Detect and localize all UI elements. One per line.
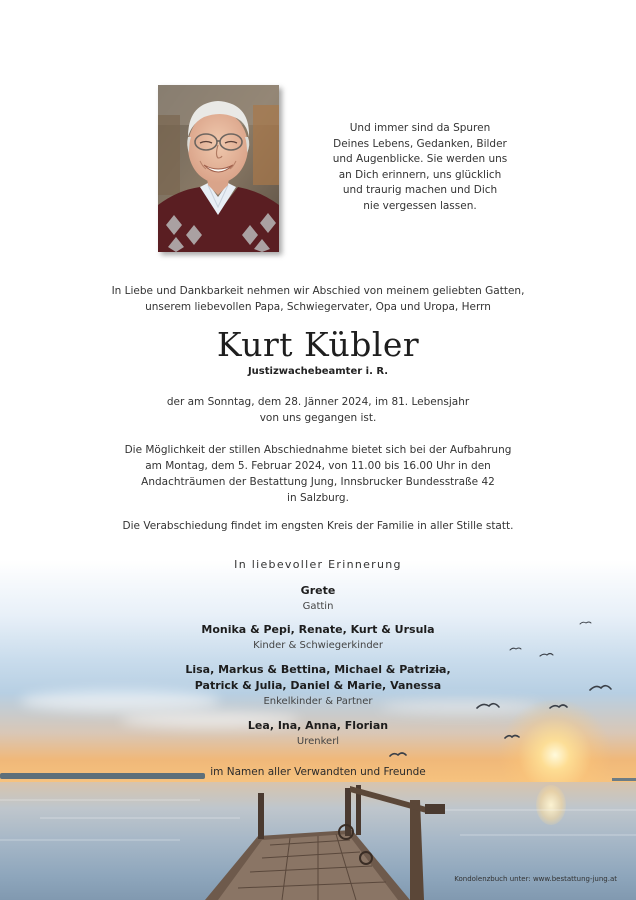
mourner-names: Monika & Pepi, Renate, Kurt & Ursula	[201, 623, 435, 636]
deceased-name: Kurt Kübler	[216, 325, 420, 364]
viewing-line: Andachträumen der Bestattung Jung, Innsbrucker Bundesstraße 42	[141, 476, 495, 488]
quote-line: Deines Lebens, Gedanken, Bilder	[333, 137, 507, 150]
viewing-info	[0, 442, 636, 506]
portrait-image	[158, 85, 279, 252]
memorial-quote	[330, 121, 510, 214]
death-line: von uns gegangen ist.	[259, 412, 377, 424]
condolence-book-link[interactable]: Kondolenzbuch unter: www.bestattung-jung.at	[454, 875, 617, 883]
mourner-relation: Gattin	[302, 601, 334, 612]
memory-heading: In liebevoller Erinnerung	[234, 558, 402, 571]
viewing-line: Die Möglichkeit der stillen Abschiednahme bietet sich bei der Aufbahrung	[124, 444, 512, 456]
death-notice	[0, 394, 636, 426]
quote-line: und traurig machen und Dich	[342, 184, 498, 196]
farewell-text: Die Verabschiedung findet im engsten Kreis der Familie in aller Stille statt.	[122, 520, 514, 532]
mourner-group	[0, 583, 636, 615]
quote-line: Und immer sind da Spuren	[349, 122, 491, 134]
deceased-profession: Justizwachebeamter i. R.	[247, 366, 389, 377]
intro-text	[0, 283, 636, 315]
quote-line: nie vergessen lassen.	[363, 199, 477, 212]
closing-text: im Namen aller Verwandten und Freunde	[210, 766, 426, 778]
quote-line: an Dich erinnern, uns glücklich	[338, 168, 502, 181]
mourner-relation: Enkelkinder & Partner	[263, 696, 373, 707]
mourner-names: Lisa, Markus & Bettina, Michael & Patrizia,	[185, 663, 451, 676]
mourner-names: Patrick & Julia, Daniel & Marie, Vanessa	[194, 679, 442, 692]
death-line: der am Sonntag, dem 28. Jänner 2024, im 81. Lebensjahr	[166, 396, 470, 408]
portrait-photo	[158, 85, 279, 252]
quote-line: und Augenblicke. Sie werden uns	[332, 153, 508, 165]
mourner-relation: Urenkerl	[296, 736, 340, 747]
intro-line: unserem liebevollen Papa, Schwiegervater, Opa und Uropa, Herrn	[145, 301, 491, 313]
intro-line: In Liebe und Dankbarkeit nehmen wir Abschied von meinem geliebten Gatten,	[111, 285, 525, 297]
mourner-group	[0, 622, 636, 654]
wooden-pier	[205, 785, 445, 900]
mourner-group	[0, 718, 636, 750]
mourner-names: Grete	[300, 584, 336, 597]
mourner-names: Lea, Ina, Anna, Florian	[247, 719, 389, 732]
viewing-line: am Montag, dem 5. Februar 2024, von 11.00 bis 16.00 Uhr in den	[145, 460, 491, 472]
viewing-line: in Salzburg.	[287, 492, 349, 504]
mourner-relation: Kinder & Schwiegerkinder	[253, 640, 383, 651]
mourner-group	[0, 662, 636, 710]
